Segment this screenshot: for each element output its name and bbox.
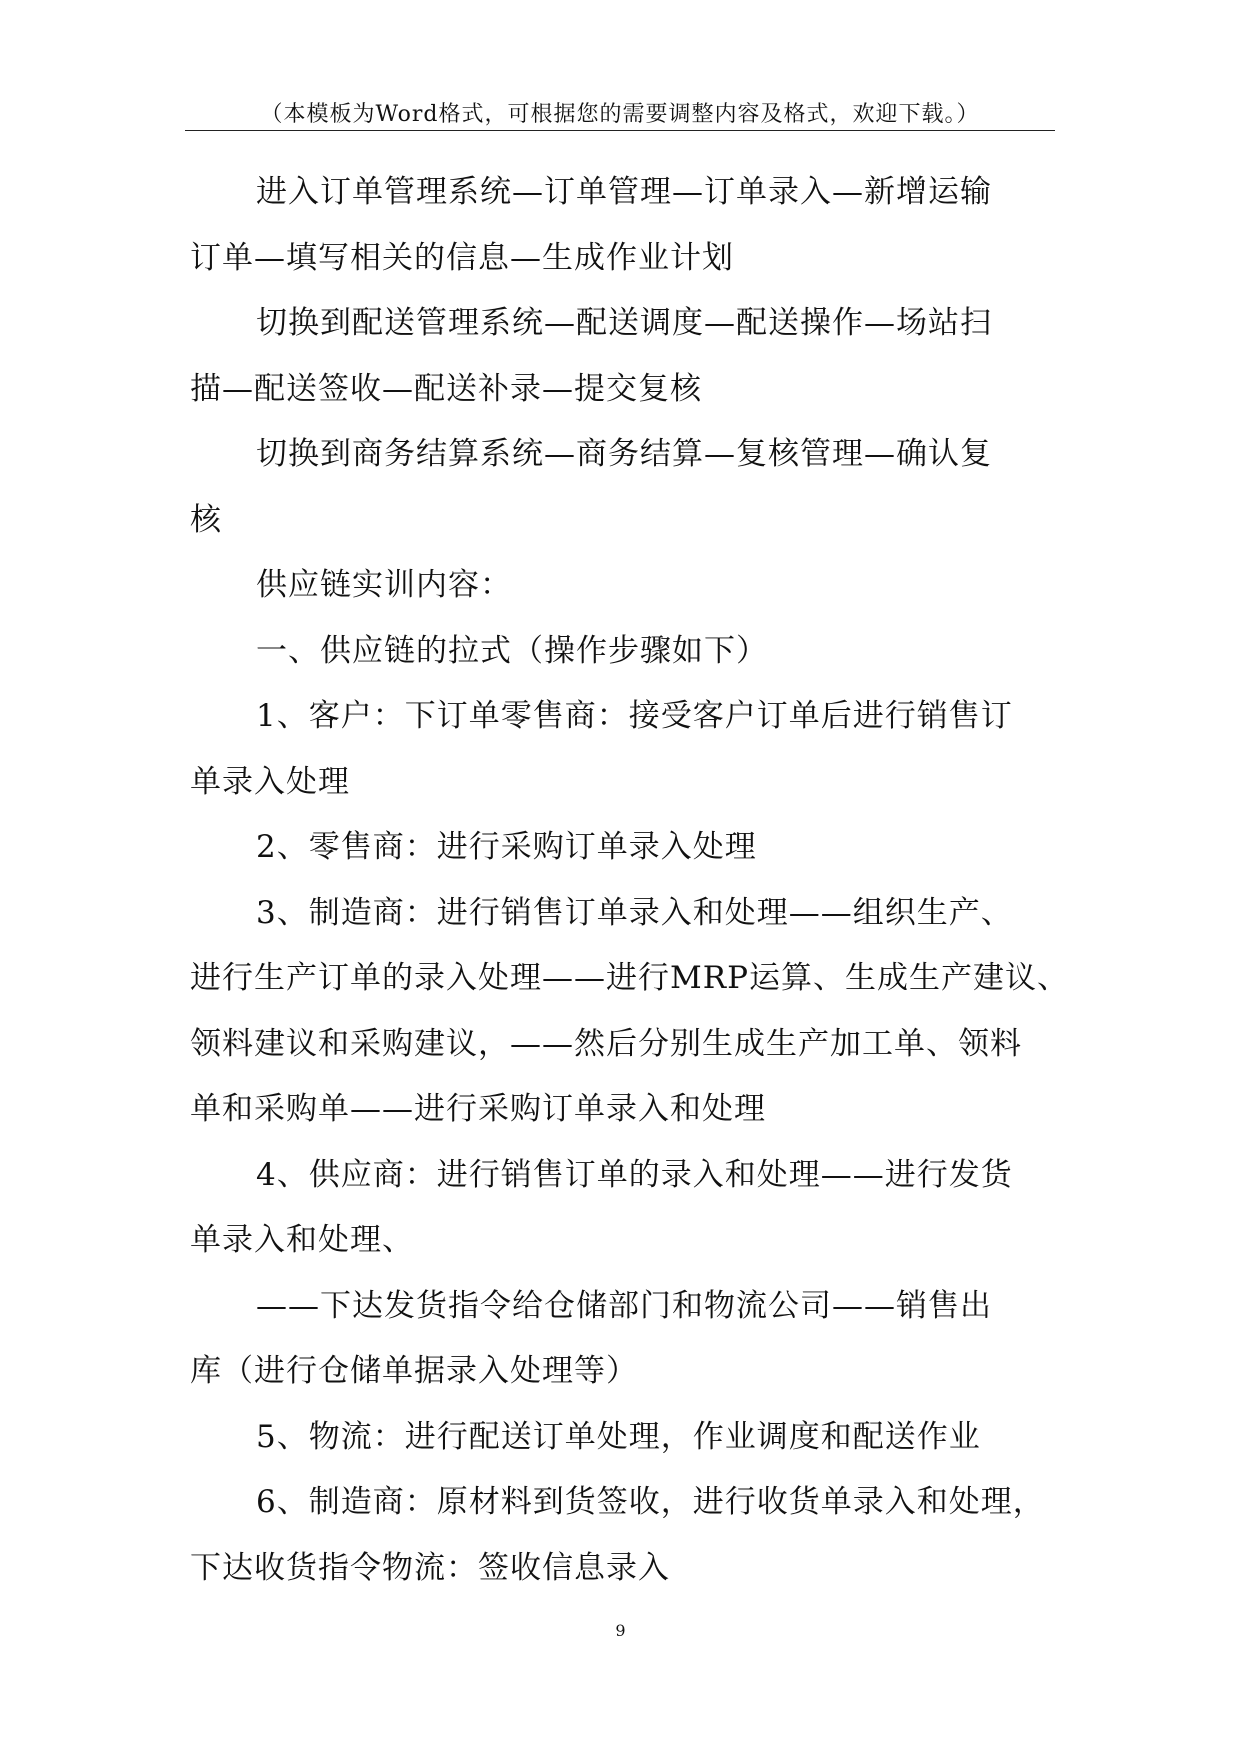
paragraph-line: 3、制造商：进行销售订单录入和处理——组织生产、: [256, 894, 1013, 931]
paragraph-line: 订单—填写相关的信息—生成作业计划: [190, 239, 734, 276]
section-heading: 一、供应链的拉式（操作步骤如下）: [256, 632, 768, 669]
section-heading: 供应链实训内容：: [256, 567, 512, 603]
paragraph-line: 核: [190, 501, 222, 538]
document-body: [190, 160, 1069, 1601]
paragraph-line: 切换到配送管理系统—配送调度—配送操作—场站扫: [256, 305, 992, 341]
paragraph-line: 单录入和处理、: [190, 1222, 414, 1258]
paragraph-line: 1、客户：下订单零售商：接受客户订单后进行销售订: [256, 698, 1013, 734]
paragraph-line: 进行生产订单的录入处理——进行MRP运算、生成生产建议、: [190, 960, 1069, 996]
paragraph-line: 切换到商务结算系统—商务结算—复核管理—确认复: [256, 436, 992, 472]
paragraph-line: 领料建议和采购建议，——然后分别生成生产加工单、领料: [190, 1025, 1022, 1062]
page-header-note: （本模板为Word格式，可根据您的需要调整内容及格式，欢迎下载。）: [260, 102, 980, 127]
paragraph-line: 5、物流：进行配送订单处理，作业调度和配送作业: [256, 1418, 981, 1455]
header-divider: [185, 130, 1055, 131]
paragraph-line: 描—配送签收—配送补录—提交复核: [190, 370, 702, 407]
paragraph-line: 下达收货指令物流：签收信息录入: [190, 1549, 670, 1586]
paragraph-line: 库（进行仓储单据录入处理等）: [190, 1353, 638, 1389]
paragraph-line: 单录入处理: [190, 763, 350, 800]
paragraph-line: 4、供应商：进行销售订单的录入和处理——进行发货: [256, 1156, 1013, 1193]
paragraph-line: 单和采购单——进行采购订单录入和处理: [190, 1091, 766, 1127]
paragraph-line: 2、零售商：进行采购订单录入处理: [256, 829, 757, 865]
paragraph-line: 进入订单管理系统—订单管理—订单录入—新增运输: [256, 174, 992, 210]
paragraph-line: 6、制造商：原材料到货签收，进行收货单录入和处理，: [256, 1484, 1045, 1520]
paragraph-line: ——下达发货指令给仓储部门和物流公司——销售出: [256, 1287, 992, 1324]
page-number: 9: [615, 1621, 626, 1640]
